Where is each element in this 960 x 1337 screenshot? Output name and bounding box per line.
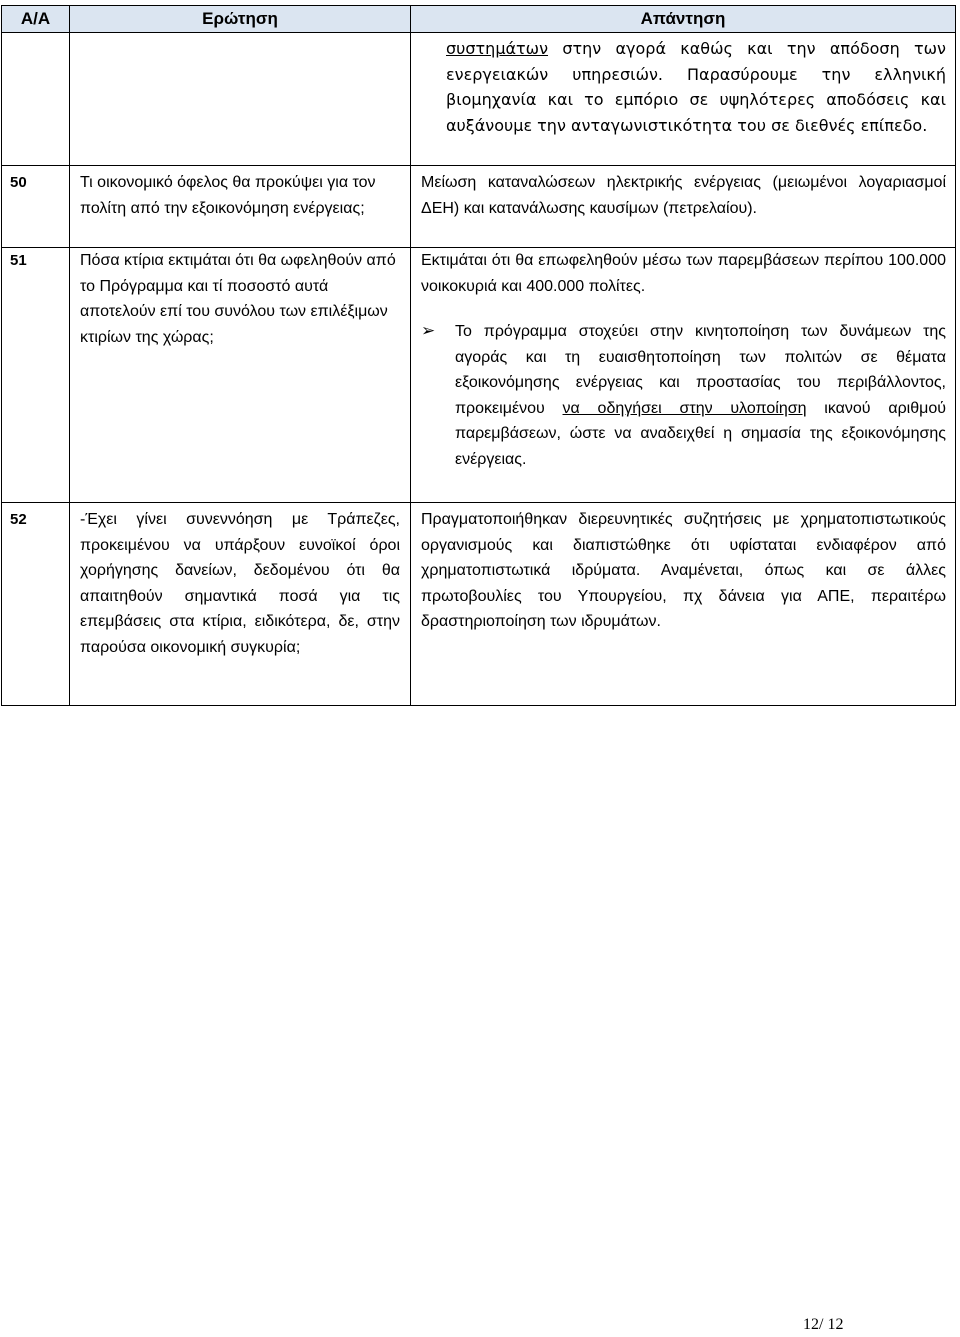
table-row bbox=[2, 503, 956, 706]
row-number: 51 bbox=[2, 248, 70, 503]
answer-continuation-underlined: συστημάτων bbox=[446, 39, 549, 58]
row-question: Τι οικονομικό όφελος θα προκύψει για τον πολίτη από την εξοικονόμηση ενέργειας; bbox=[70, 166, 411, 248]
row-question: -Έχει γίνει συνεννόηση με Τράπεζες, προκειμένου να υπάρξουν ευνοϊκοί όροι χορήγησης δανείων, δεδομένου ότι θα απαιτηθούν σημαντικά ποσά για τις επεμβάσεις στα κτίρια, ειδικότερα, δε, στην παρούσα οικονομική συγκυρία; bbox=[70, 503, 411, 706]
row-answer: Εκτιμάται ότι θα επωφεληθούν μέσω των παρεμβάσεων περίπου 100.000 νοικοκυριά και 400.000 πολίτες. bbox=[421, 252, 946, 295]
table-header-row bbox=[2, 6, 956, 33]
row-answer: Πραγματοποιήθηκαν διερευνητικές συζητήσεις με χρηματοπιστωτικούς οργανισμούς και διαπιστώθηκε ότι υφίσταται ενδιαφέρον από χρηματοπιστωτικά ιδρύματα. Αναμένεται, όπως και σε άλλες πρωτοβουλίες του Υπουργείου, πχ δάνεια για ΑΠΕ, περαιτέρω δραστηριοποίηση των ιδρυμάτων. bbox=[411, 503, 956, 706]
bullet-text-end: ικανού αριθμού παρεμβάσεων, ώστε να αναδειχθεί η σημασία της εξοικονόμησης ενέργειας. bbox=[455, 399, 946, 468]
row-answer-block bbox=[411, 248, 956, 503]
bullet-text-start: Το πρόγραμμα στοχεύει στην κινητοποίηση των δυνάμεων της αγοράς και τη ευαισθητοποίηση των πολιτών σε θέματα εξοικονόμησης ενέργειας και προστασίας του περιβάλλοντος, προκειμένου bbox=[455, 323, 946, 417]
header-question: Ερώτηση bbox=[70, 6, 411, 33]
answer-continuation-text: στην αγορά καθώς και την απόδοση των ενεργειακών υπηρεσιών. Παρασύρουμε την ελληνική βιομηχανία και το εμπόριο σε υψηλότερες αποδόσεις και αυξάνουμε την ανταγωνιστικότητα του σε διεθνές επίπεδο. bbox=[446, 39, 946, 135]
row-number: 52 bbox=[2, 503, 70, 706]
page-number: 12/ 12 bbox=[803, 1316, 844, 1333]
table-row bbox=[2, 248, 956, 503]
row-answer: Μείωση καταναλώσεων ηλεκτρικής ενέργειας (μειωμένοι λογαριασμοί ΔΕΗ) και κατανάλωσης καυσίμων (πετρελαίου). bbox=[411, 166, 956, 248]
table-row-continuation bbox=[2, 33, 956, 166]
cell-number-empty bbox=[2, 33, 70, 166]
cell-question-empty bbox=[70, 33, 411, 166]
row-number: 50 bbox=[2, 166, 70, 248]
answer-bullet-text bbox=[455, 319, 946, 472]
answer-bullet bbox=[421, 319, 946, 472]
answer-continuation bbox=[411, 33, 956, 166]
header-answer: Απάντηση bbox=[411, 6, 956, 33]
arrow-bullet-icon: ➢ bbox=[421, 321, 436, 341]
qa-table bbox=[1, 5, 956, 706]
header-number: Α/Α bbox=[2, 6, 70, 33]
table-row bbox=[2, 166, 956, 248]
row-question: Πόσα κτίρια εκτιμάται ότι θα ωφεληθούν από το Πρόγραμμα και τί ποσοστό αυτά αποτελούν επί του συνόλου των επιλέξιμων κτιρίων της χώρας; bbox=[70, 248, 411, 503]
bullet-text-underlined: να οδηγήσει στην υλοποίηση bbox=[562, 399, 807, 417]
